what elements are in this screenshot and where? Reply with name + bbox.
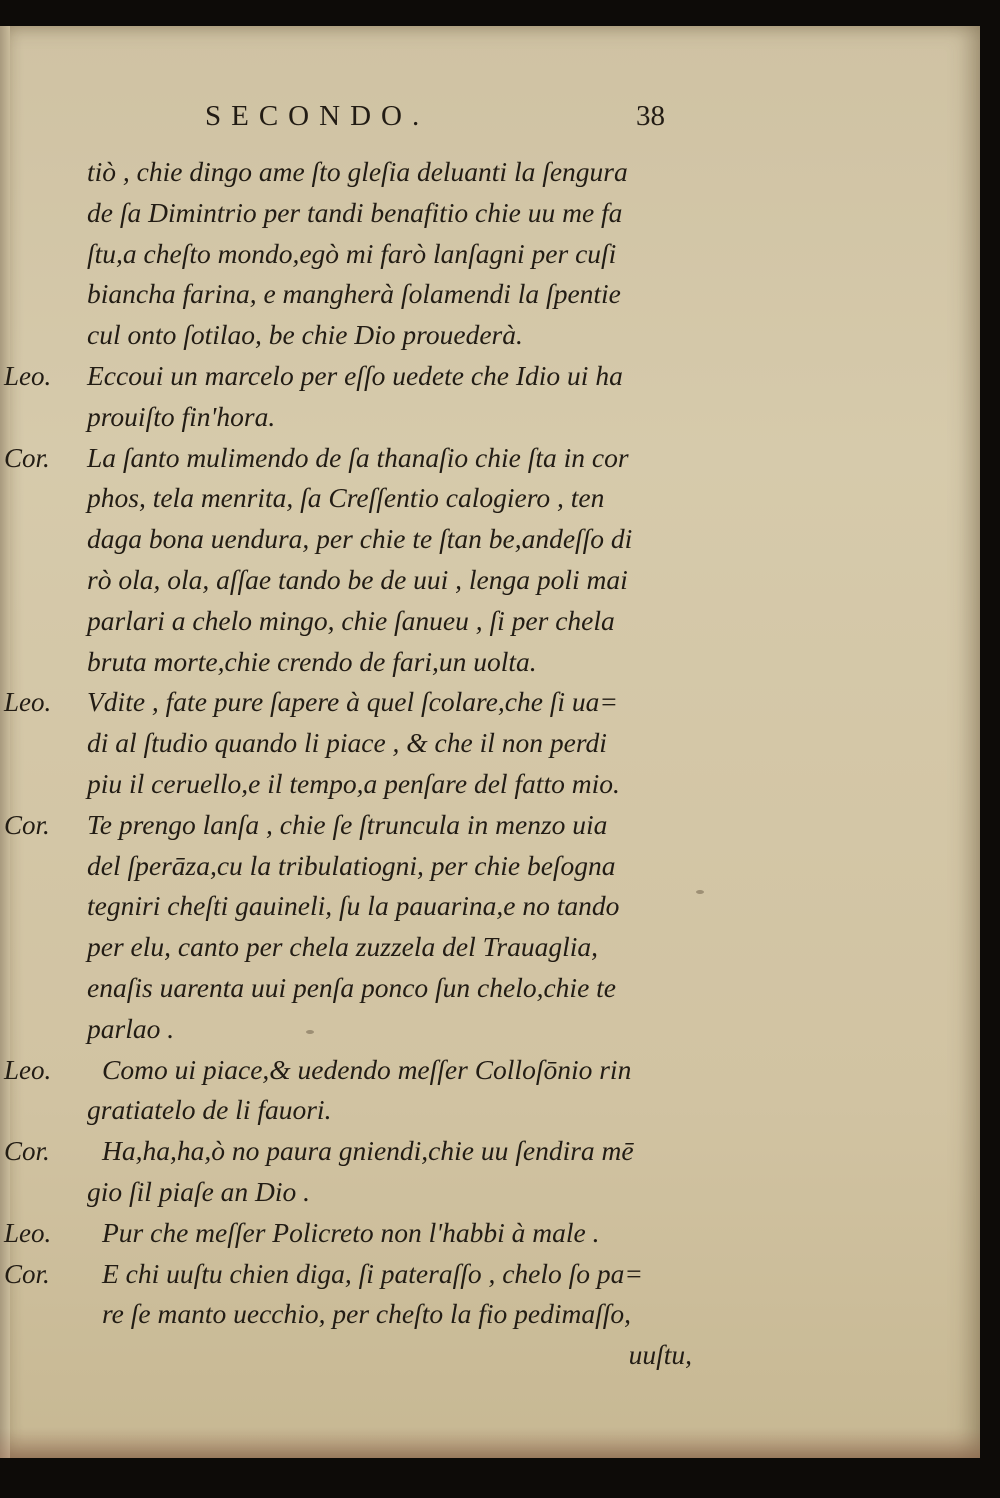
book-page (0, 26, 980, 1458)
text-line-content: Como ui piace,& uedendo meſſer Colloſōnio rin (102, 1053, 632, 1085)
text-line (0, 886, 980, 927)
text-line (0, 846, 980, 887)
ink-smudge (696, 890, 704, 894)
text-line (0, 234, 980, 275)
text-line-content: Vdite , fate pure ſapere à quel ſcolare,che ſi ua= (87, 686, 618, 718)
text-line-content: del ſperāza,cu la tribulatiogni, per chie beſogna (87, 849, 616, 881)
text-line (0, 560, 980, 601)
text-line (0, 1131, 980, 1172)
text-line (0, 1172, 980, 1213)
text-line (0, 193, 980, 234)
text-line (0, 723, 980, 764)
text-line-content: E chi uuſtu chien diga, ſi pateraſſo , chelo ſo pa= (102, 1257, 643, 1289)
text-line (0, 682, 980, 723)
text-line-content: phos, tela menrita, ſa Creſſentio calogiero , ten (87, 482, 605, 514)
text-line (0, 601, 980, 642)
text-line-content: per elu, canto per chela zuzzela del Trauaglia, (87, 931, 598, 963)
text-line (0, 805, 980, 846)
text-line (0, 519, 980, 560)
text-line (0, 397, 980, 438)
speaker-label: Leo. (4, 1217, 52, 1248)
text-line-content: parlao . (87, 1012, 175, 1044)
text-line-content: prouiſto fin'hora. (87, 400, 276, 432)
text-line-content: daga bona uendura, per chie te ſtan be,andeſſo di (87, 523, 633, 555)
speaker-label: Leo. (4, 687, 52, 718)
text-line-content: de ſa Dimintrio per tandi benafitio chie uu me fa (87, 196, 623, 228)
text-line-content: di al ſtudio quando li piace , & che il non perdi (87, 727, 607, 759)
text-line-content: cul onto ſotilao, be chie Dio prouederà. (87, 319, 523, 351)
catchword: uuſtu, (628, 1339, 692, 1371)
text-line-content: rò ola, ola, aſſae tando be de uui , lenga poli mai (87, 563, 628, 595)
speaker-label: Leo. (4, 1054, 52, 1085)
text-line (0, 968, 980, 1009)
text-line-content: bruta morte,chie crendo de fari,un uolta. (87, 645, 537, 677)
text-block (0, 152, 980, 1376)
text-line (0, 764, 980, 805)
ink-smudge (306, 1030, 314, 1034)
text-line (0, 1050, 980, 1091)
text-line-content: gratiatelo de li fauori. (87, 1094, 332, 1126)
speaker-label: Cor. (4, 1136, 50, 1167)
text-line-content: enaſis uarenta uui penſa ponco ſun chelo,chie te (87, 971, 616, 1003)
text-line-content: tegniri cheſti gauineli, ſu la pauarina,e no tando (87, 890, 620, 922)
text-line-content: Te prengo lanſa , chie ſe ſtruncula in menzo uia (87, 808, 608, 840)
page-header (0, 100, 980, 140)
catchword-line (0, 1335, 980, 1376)
text-line-content: Pur che meſſer Policreto non l'habbi à male . (102, 1216, 600, 1248)
text-line-content: re ſe manto uecchio, per cheſto la fio pedimaſſo, (102, 1298, 631, 1330)
speaker-label: Leo. (4, 360, 52, 391)
folio-number: 38 (636, 100, 665, 132)
text-line (0, 274, 980, 315)
text-line-content: ſtu,a cheſto mondo,egò mi farò lanſagni per cuſi (87, 237, 617, 269)
text-line-content: piu il ceruello,e il tempo,a penſare del fatto mio. (87, 767, 620, 799)
speaker-label: Cor. (4, 442, 50, 473)
text-line (0, 315, 980, 356)
text-line (0, 1294, 980, 1335)
text-line (0, 356, 980, 397)
text-line-content: biancha farina, e mangherà ſolamendi la ſpentie (87, 278, 621, 310)
text-line-content: parlari a chelo mingo, chie ſanueu , ſi per chela (87, 604, 615, 636)
text-line-content: tiò , chie dingo ame ſto gleſia deluanti la ſengura (87, 156, 628, 187)
text-line-content: Ha,ha,ha,ò no paura gniendi,chie uu ſendira mē (102, 1135, 634, 1167)
page-bottom-edge (0, 1428, 980, 1458)
text-line-content: La ſanto mulimendo de ſa thanaſio chie ſta in cor (87, 441, 629, 473)
text-line (0, 1254, 980, 1295)
text-line (0, 1009, 980, 1050)
text-line-content: Eccoui un marcelo per eſſo uedete che Idio ui ha (87, 359, 623, 391)
text-line (0, 152, 980, 193)
text-line (0, 927, 980, 968)
running-head: SECONDO. (205, 100, 430, 132)
text-line (0, 478, 980, 519)
text-line (0, 642, 980, 683)
text-line (0, 438, 980, 479)
speaker-label: Cor. (4, 809, 50, 840)
text-line (0, 1090, 980, 1131)
text-line (0, 1213, 980, 1254)
text-line-content: gio ſil piaſe an Dio . (87, 1175, 311, 1207)
speaker-label: Cor. (4, 1258, 50, 1289)
